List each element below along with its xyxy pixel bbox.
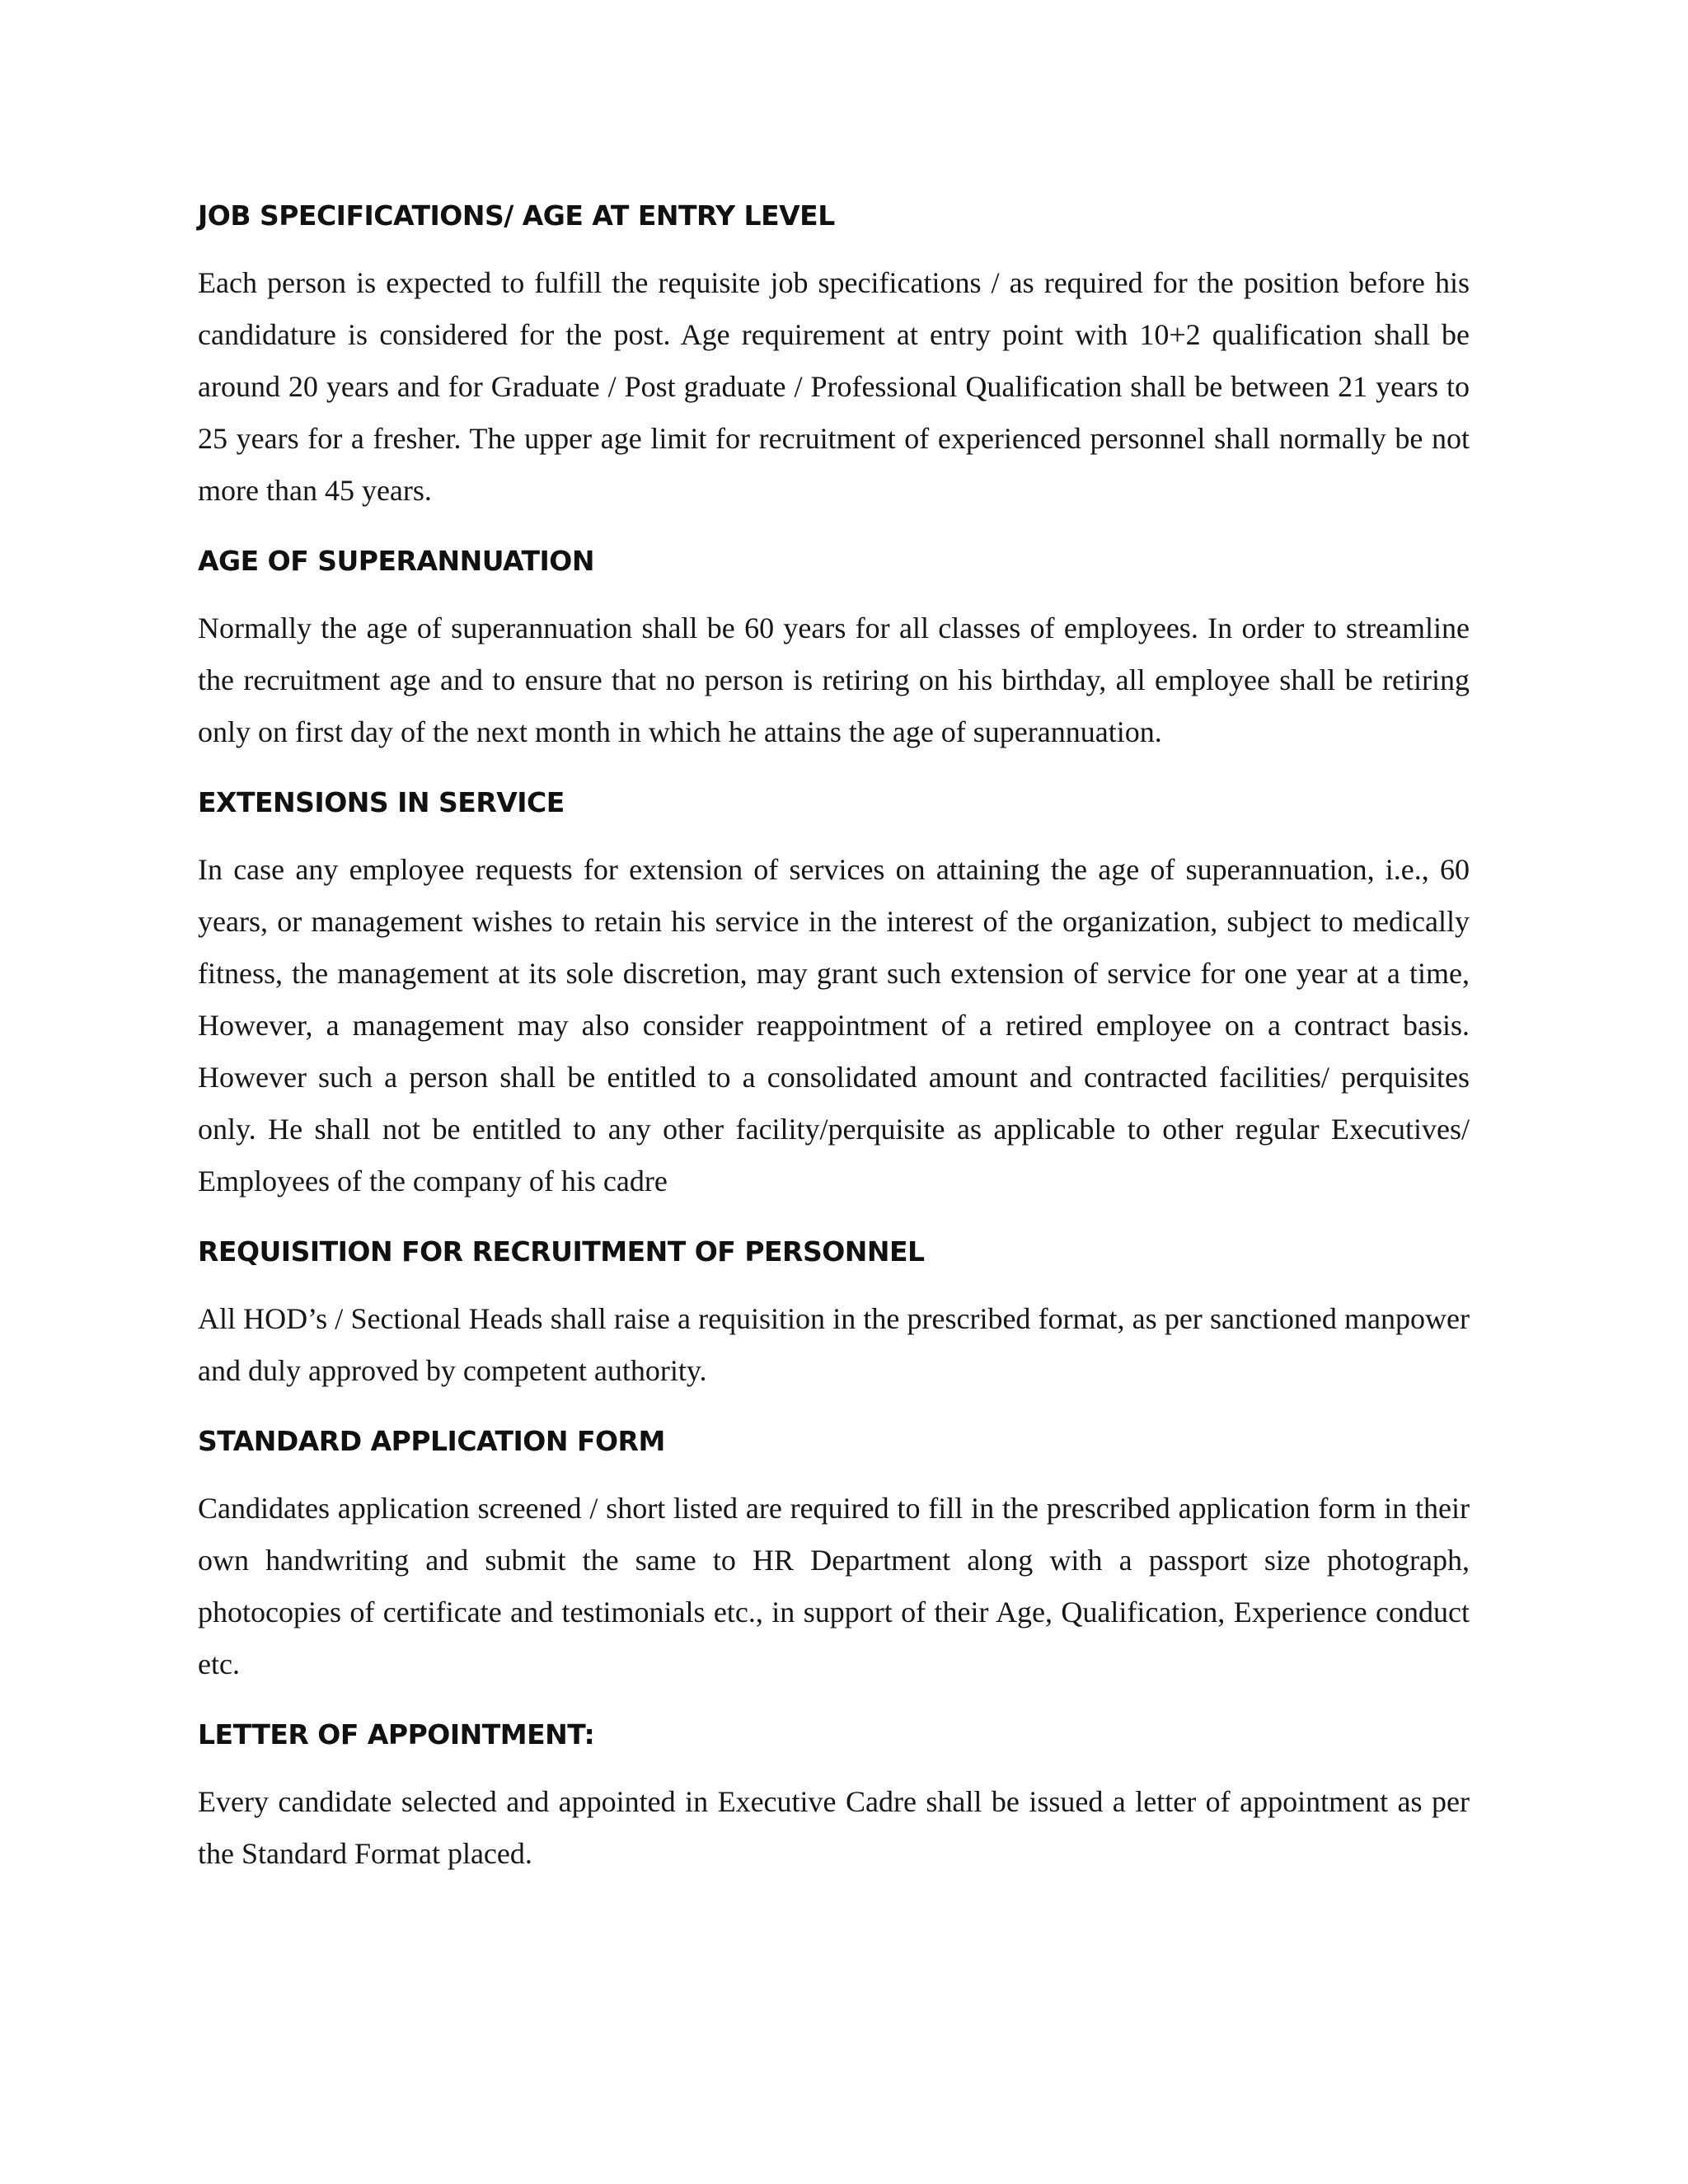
section-heading-extensions-in-service: EXTENSIONS IN SERVICE [198, 786, 565, 818]
section-body-job-specifications: Each person is expected to fulfill the requisite job specifications / as required for the position before his candidature is considered for the post. Age requirement at entry point with 10+2 qualification shall be around 20 years and for Graduate / Post graduate / Professional Qualification shall be between 21 years to 25 years for a fresher. The upper age limit for recruitment of experienced personnel shall normally be not more than 45 years. [198, 266, 1470, 507]
section-body-extensions-in-service: In case any employee requests for extension of services on attaining the age of superannuation, i.e., 60 years, or management wishes to retain his service in the interest of the organization, subject to medically fitness, the management at its sole discretion, may grant such extension of service for one year at a time, However, a management may also consider reappointment of a retired employee on a contract basis. However such a person shall be entitled to a consolidated amount and contracted facilities/ perquisites only. He shall not be entitled to any other facility/perquisite as applicable to other regular Executives/ Employees of the company of his cadre [198, 853, 1470, 1197]
section-heading-letter-of-appointment: LETTER OF APPOINTMENT: [198, 1718, 595, 1750]
section-body-requisition: All HOD’s / Sectional Heads shall raise a requisition in the prescribed format, as per sanctioned manpower and duly approved by competent authority. [198, 1302, 1470, 1387]
section-heading-age-of-superannuation: AGE OF SUPERANNUATION [198, 545, 594, 577]
document-page [198, 196, 1470, 1880]
section-body-letter-of-appointment: Every candidate selected and appointed in Executive Cadre shall be issued a letter of appointment as per the Standard Format placed. [198, 1785, 1470, 1870]
section-heading-job-specifications: JOB SPECIFICATIONS/ AGE AT ENTRY LEVEL [198, 199, 835, 232]
section-body-age-of-superannuation: Normally the age of superannuation shall be 60 years for all classes of employees. In order to streamline the recruitment age and to ensure that no person is retiring on his birthday, all employee shall be retiring only on first day of the next month in which he attains the age of superannuation. [198, 612, 1470, 748]
section-heading-requisition: REQUISITION FOR RECRUITMENT OF PERSONNEL [198, 1235, 925, 1268]
section-heading-standard-application-form: STANDARD APPLICATION FORM [198, 1425, 665, 1457]
section-body-standard-application-form: Candidates application screened / short listed are required to fill in the prescribed application form in their own handwriting and submit the same to HR Department along with a passport size photograph, photocopies of certificate and testimonials etc., in support of their Age, Qualification, Experience conduct etc. [198, 1492, 1470, 1680]
